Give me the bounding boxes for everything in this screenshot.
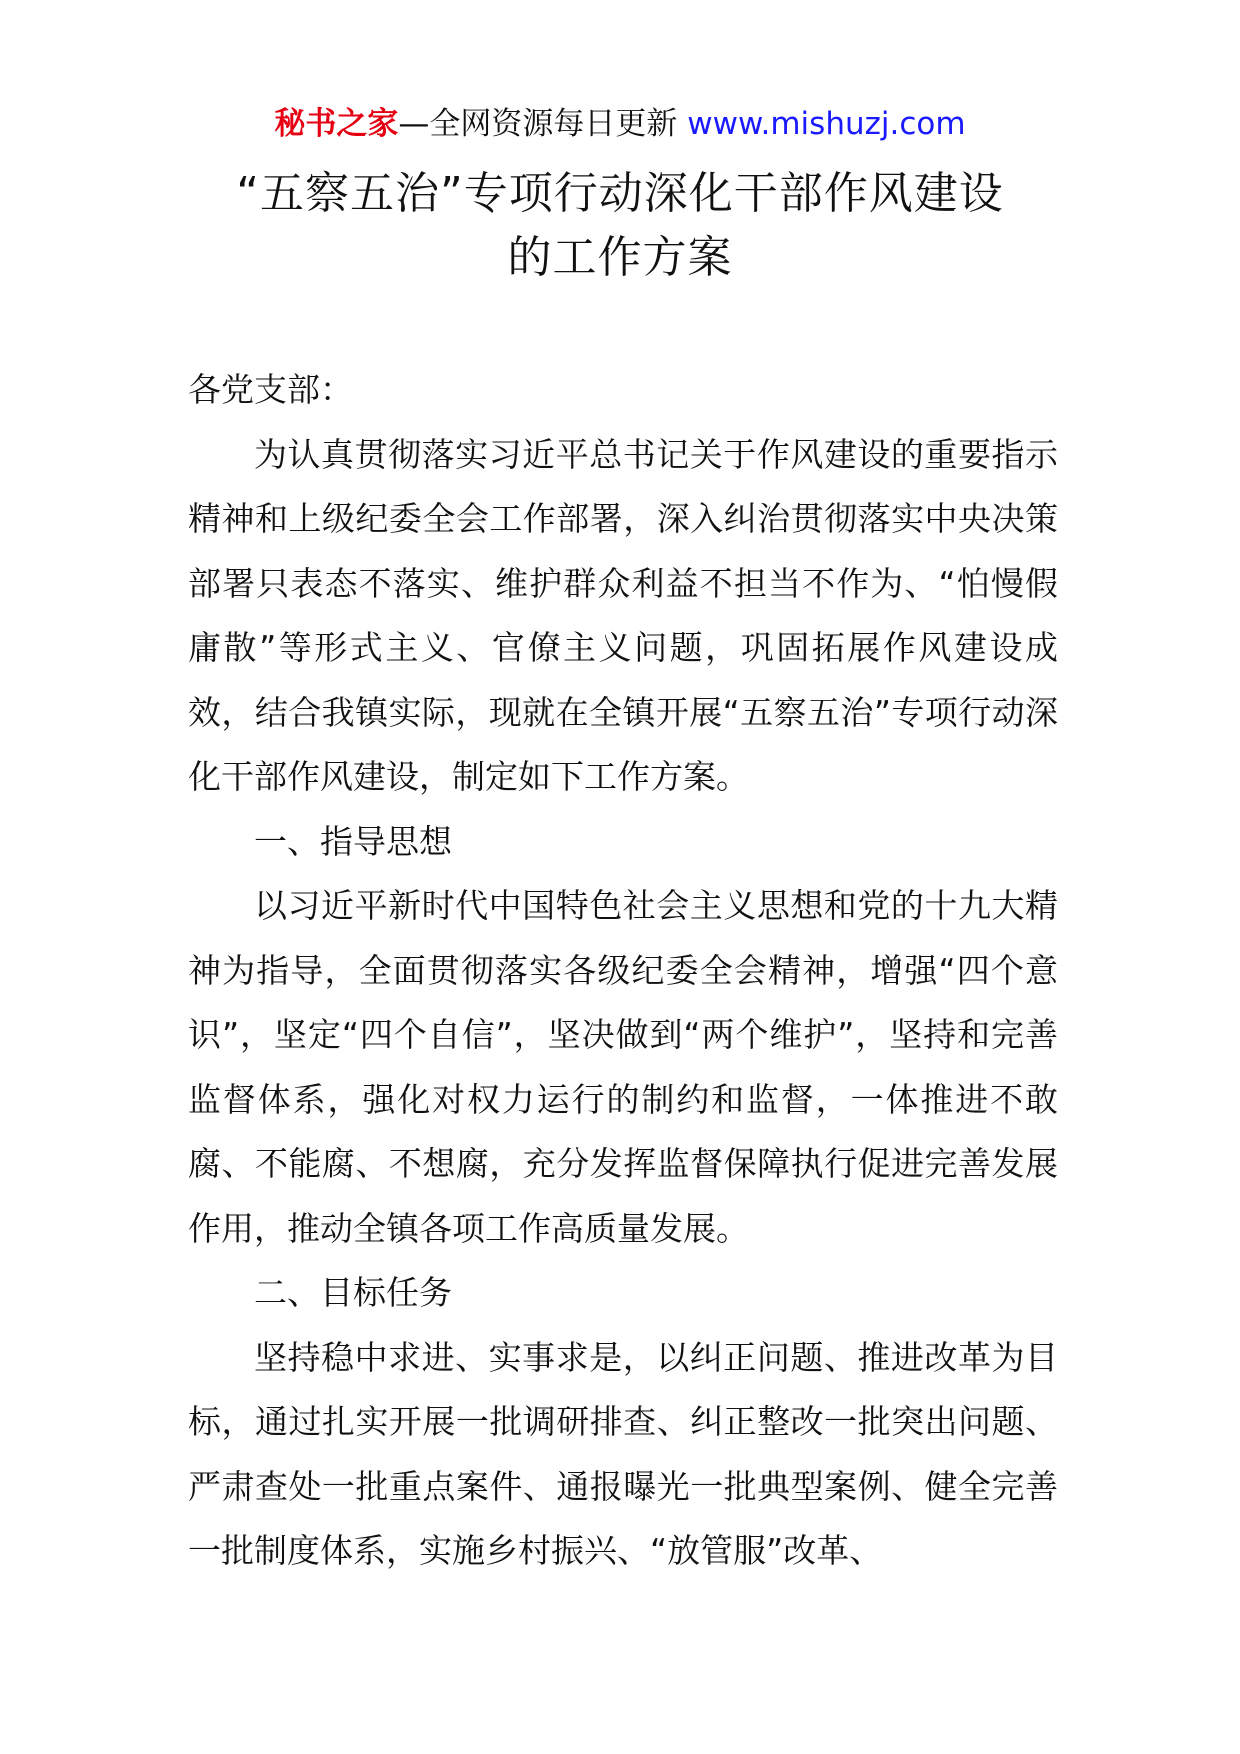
document-body xyxy=(188,358,1058,1584)
site-url-link[interactable]: www.mishuzj.com xyxy=(687,106,966,142)
section-paragraph-goals-tasks: 坚持稳中求进、实事求是，以纠正问题、推进改革为目标，通过扎实开展一批调研排查、纠正整改一批突出问题、严肃查处一批重点案件、通报曝光一批典型案例、健全完善一批制度体系，实施乡村振兴、“放管服”改革、 xyxy=(188,1337,1058,1570)
site-brand: 秘书之家 xyxy=(274,106,399,142)
site-tagline: —全网资源每日更新 xyxy=(398,106,678,142)
document-title xyxy=(150,162,1090,290)
section-heading-goals-tasks: 二、目标任务 xyxy=(254,1273,452,1312)
section-heading-guiding-ideology: 一、指导思想 xyxy=(254,821,452,861)
title-line-1: “五察五治”专项行动深化干部作风建设 xyxy=(236,168,1004,219)
section-paragraph-guiding-ideology: 以习近平新时代中国特色社会主义思想和党的十九大精神为指导，全面贯彻落实各级纪委全会精神，增强“四个意识”，坚定“四个自信”，坚决做到“两个维护”，坚持和完善监督体系，强化对权力运行的制约和监督，一体推进不敢腐、不能腐、不想腐，充分发挥监督保障执行促进完善发展作用，推动全镇各项工作高质量发展。 xyxy=(188,886,1058,1248)
title-line-2: 的工作方案 xyxy=(507,232,733,283)
intro-paragraph: 为认真贯彻落实习近平总书记关于作风建设的重要指示精神和上级纪委全会工作部署，深入纠治贯彻落实中央决策部署只表态不落实、维护群众利益不担当不作为、“怕慢假庸散”等形式主义、官僚主义问题，巩固拓展作风建设成效，结合我镇实际，现就在全镇开展“五察五治”专项行动深化干部作风建设，制定如下工作方案。 xyxy=(188,434,1058,796)
site-header xyxy=(0,104,1240,144)
salutation: 各党支部： xyxy=(188,370,353,409)
